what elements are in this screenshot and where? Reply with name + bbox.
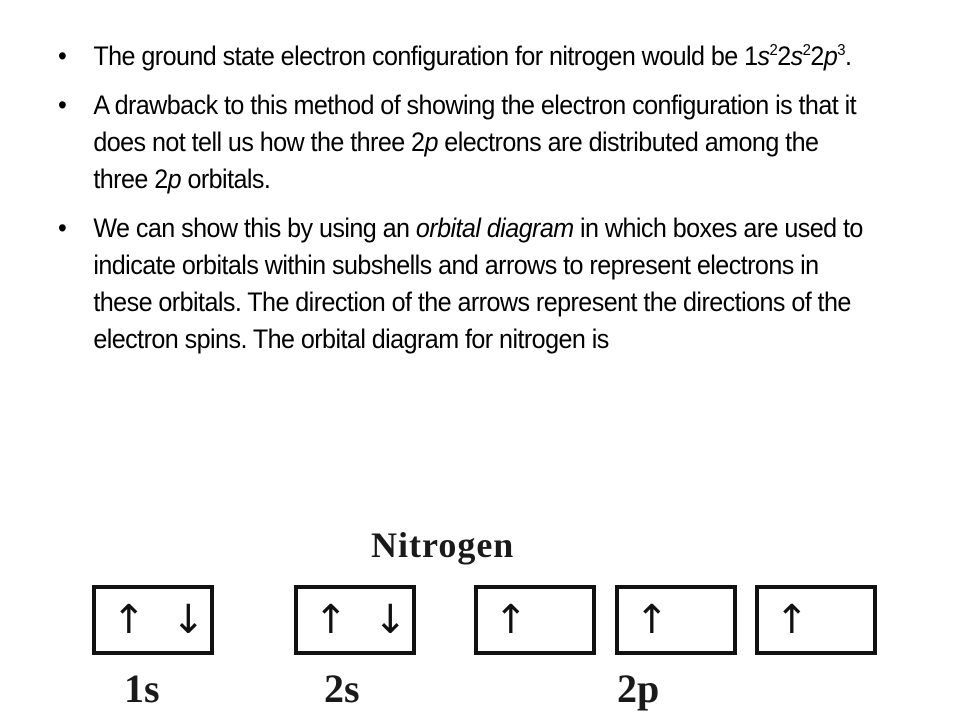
orbital-box-2px — [474, 585, 596, 655]
spin-up-arrow: ↑ — [314, 597, 348, 643]
bullet-dot: • — [58, 90, 67, 120]
config-part: p — [823, 41, 838, 71]
bullet-item-config — [58, 38, 876, 75]
orbital-box-2s — [294, 585, 416, 655]
config-exponent: 3 — [837, 42, 845, 59]
bullet-text: electrons are distributed among the three 2 — [93, 127, 819, 194]
bullet-text: The ground state electron configuration for nitrogen would be 1 — [93, 41, 758, 71]
spin-up-arrow: ↑ — [494, 597, 528, 643]
subshell-label-1s: 1s — [124, 666, 160, 711]
orbital-box-2pz — [755, 585, 877, 655]
spin-up-arrow: ↑ — [775, 597, 809, 643]
bullet-list — [58, 38, 876, 370]
config-part: 2 — [810, 41, 824, 71]
spin-up-arrow: ↑ — [112, 597, 146, 643]
bullet-text: in which boxes are used to indicate orbitals within subshells and arrows to represent electrons in these orbitals. The direction of the arrows represent the directions of the electron spins. The orbital diagram for nitrogen is — [93, 213, 863, 354]
subshell-label-2p: 2p — [617, 666, 660, 711]
config-part: . — [844, 41, 852, 71]
bullet-text: We can show this by using an — [93, 213, 416, 243]
config-part: s — [757, 41, 770, 71]
bullet-dot: • — [58, 41, 67, 71]
bullet-text-italic: p — [167, 164, 182, 194]
diagram-title: Nitrogen — [371, 525, 515, 565]
config-exponent: 2 — [802, 42, 811, 59]
bullet-text: orbitals. — [181, 164, 271, 194]
config-part: s — [790, 41, 803, 71]
bullet-text: A drawback to this method of showing the electron configuration is that it does not tell us how the three 2 — [93, 90, 857, 157]
orbital-box-2py — [615, 585, 737, 655]
spin-down-arrow: ↓ — [373, 597, 408, 643]
electron-config — [758, 41, 852, 71]
spin-down-arrow: ↓ — [171, 597, 206, 643]
bullet-item-orbital-diagram — [58, 210, 876, 358]
subshell-label-2s: 2s — [324, 666, 360, 711]
config-exponent: 2 — [769, 42, 778, 59]
spin-up-arrow: ↑ — [635, 597, 669, 643]
bullet-item-drawback — [58, 87, 876, 198]
config-part: 2 — [777, 41, 791, 71]
bullet-text-italic: p — [424, 127, 438, 157]
bullet-dot: • — [58, 213, 67, 243]
bullet-text-italic: orbital diagram — [415, 213, 574, 243]
orbital-box-1s — [92, 585, 214, 655]
